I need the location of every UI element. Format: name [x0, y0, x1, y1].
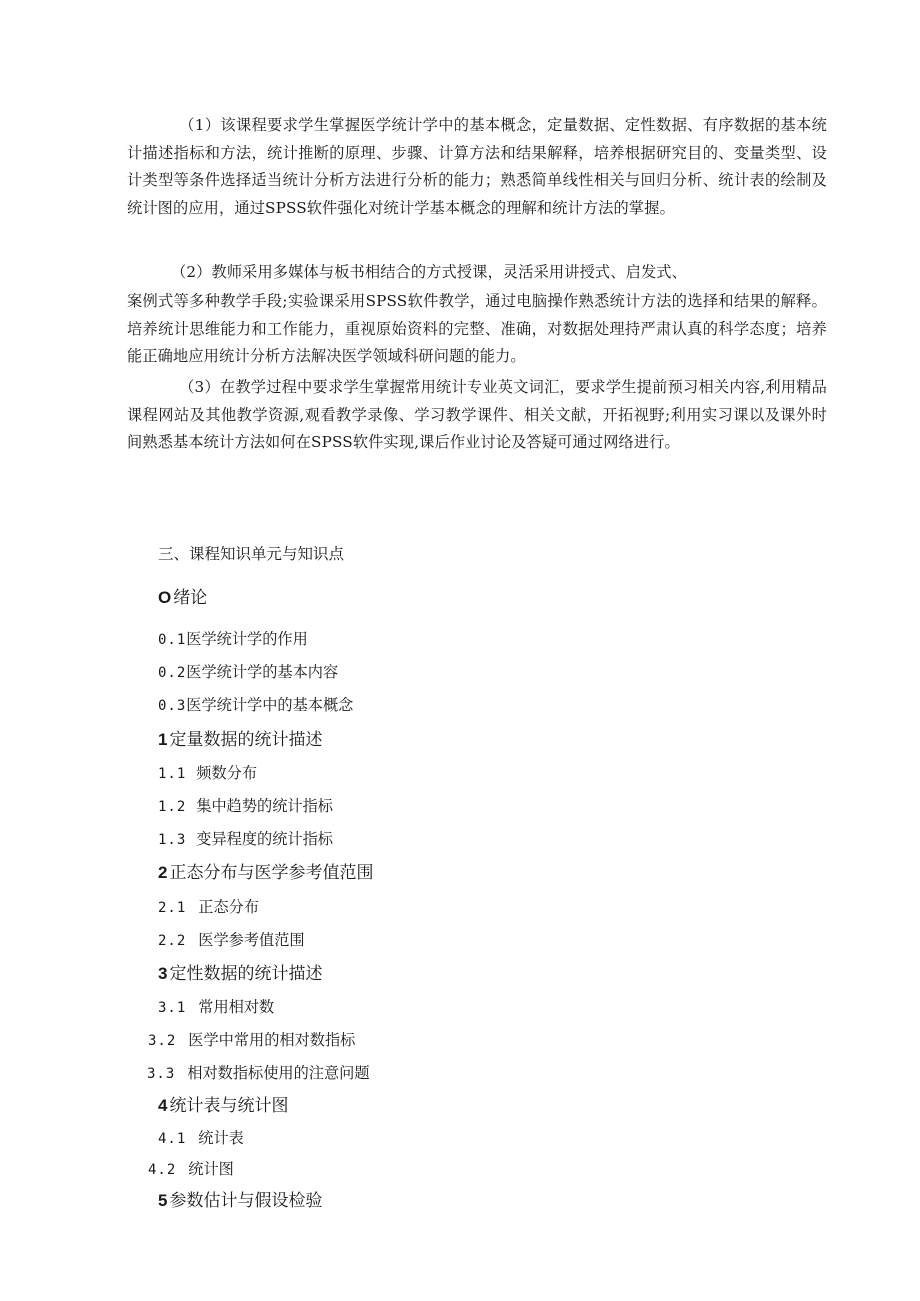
- list-item: [158, 661, 338, 684]
- list-item: [158, 929, 305, 952]
- list-item: [158, 1127, 244, 1150]
- paragraph-1-text: （1）该课程要求学生掌握医学统计学中的基本概念，定量数据、定性数据、有序数据的基本统计描述指标和方法，统计推断的原理、步骤、计算方法和结果解释，培养根据研究目的、变量类型、设计类型等条件选择适当统计分析方法进行分析的能力；熟悉简单线性相关与回归分析、统计表的绘制及统计图的应用，通过SPSS软件强化对统计学基本概念的理解和统计方法的掌握。: [127, 116, 827, 217]
- item-number: 0.1: [158, 632, 187, 648]
- item-title: 集中趋势的统计指标: [196, 797, 333, 815]
- item-number: 1.1: [158, 766, 187, 782]
- list-item: [158, 795, 333, 818]
- list-item: [148, 1029, 355, 1052]
- list-item: [158, 762, 257, 785]
- section-heading: 三、课程知识单元与知识点: [158, 545, 345, 563]
- chapter-title: 正态分布与医学参考值范围: [169, 863, 374, 883]
- chapter-heading: [158, 1189, 322, 1213]
- item-number: 0.2: [158, 665, 187, 681]
- item-title: 正态分布: [198, 898, 260, 916]
- paragraph-3: [127, 374, 827, 457]
- item-number: 2.1: [158, 900, 187, 916]
- chapter-title: 统计表与统计图: [169, 1096, 289, 1116]
- chapter-heading: [158, 728, 322, 752]
- chapter-number: 1: [158, 730, 168, 749]
- chapter-title: 参数估计与假设检验: [169, 1191, 323, 1211]
- item-title: 变异程度的统计指标: [196, 830, 333, 848]
- chapter-number: 5: [158, 1191, 168, 1210]
- item-number: 0.3: [158, 698, 187, 714]
- item-number: 1.2: [158, 799, 187, 815]
- chapter-heading: [158, 962, 322, 986]
- chapter-number: 4: [158, 1096, 168, 1115]
- paragraph-1: [127, 112, 827, 222]
- list-item: [158, 828, 333, 851]
- paragraph-3-text: （3）在教学过程中要求学生掌握常用统计专业英文词汇，要求学生提前预习相关内容,利用精品课程网站及其他教学资源,观看教学录像、学习教学课件、相关文献，开拓视野;利用实习课以及课外时间熟悉基本统计方法如何在SPSS软件实现,课后作业讨论及答疑可通过网络进行。: [127, 378, 827, 451]
- item-title: 频数分布: [196, 764, 258, 782]
- item-title: 医学中常用的相对数指标: [188, 1031, 356, 1049]
- chapter-title: 定量数据的统计描述: [169, 730, 323, 750]
- chapter-number: O: [158, 588, 172, 607]
- list-item: [158, 628, 308, 651]
- paragraph-2-first-line: （2）教师采用多媒体与板书相结合的方式授课，灵活采用讲授式、启发式、: [171, 263, 687, 281]
- list-item: [158, 996, 274, 1019]
- list-item: [148, 1158, 234, 1181]
- chapter-title: 定性数据的统计描述: [169, 964, 323, 984]
- item-number: 4.2: [148, 1162, 177, 1178]
- item-number: 2.2: [158, 933, 187, 949]
- item-number: 3.2: [148, 1033, 177, 1049]
- chapter-heading: [158, 1094, 288, 1118]
- item-number: 3.3: [147, 1066, 176, 1082]
- chapter-heading: [158, 586, 207, 610]
- list-item: [158, 896, 259, 919]
- item-title: 医学统计学中的基本概念: [186, 696, 354, 714]
- item-number: 3.1: [158, 1000, 187, 1016]
- item-number: 4.1: [158, 1131, 187, 1147]
- chapter-title: 绪论: [173, 588, 208, 608]
- item-title: 统计表: [198, 1129, 244, 1147]
- chapter-heading: [158, 861, 373, 885]
- item-title: 医学统计学的基本内容: [186, 663, 339, 681]
- paragraph-2-body: 案例式等多种教学手段;实验课采用SPSS软件教学，通过电脑操作熟悉统计方法的选择和结果的解释。培养统计思维能力和工作能力，重视原始资料的完整、准确，对数据处理持严肃认真的科学态度；培养能正确地应用统计分析方法解决医学领域科研问题的能力。: [127, 292, 827, 365]
- item-title: 常用相对数: [198, 998, 275, 1016]
- item-title: 医学参考值范围: [198, 931, 305, 949]
- list-item: [147, 1062, 370, 1085]
- item-number: 1.3: [158, 832, 187, 848]
- chapter-number: 3: [158, 964, 168, 983]
- item-title: 医学统计学的作用: [186, 630, 308, 648]
- item-title: 相对数指标使用的注意问题: [187, 1064, 370, 1082]
- list-item: [158, 694, 353, 717]
- item-title: 统计图: [188, 1160, 234, 1178]
- chapter-number: 2: [158, 863, 168, 882]
